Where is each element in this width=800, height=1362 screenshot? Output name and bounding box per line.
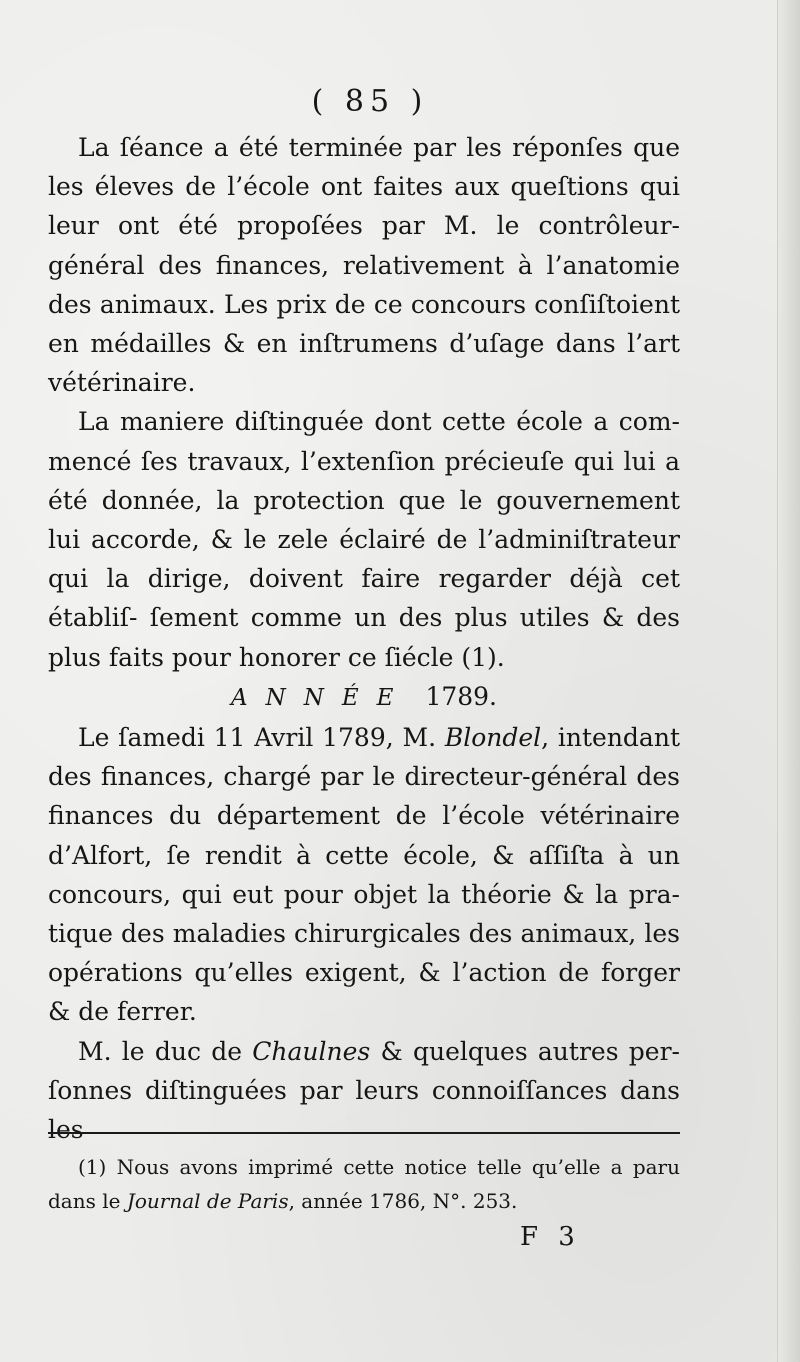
p3-line-6: tique des maladies chirurgicales des animaux, les: [48, 919, 680, 949]
p1-line-6: & en inſtrumens d’uſage dans l’art vétérinaire.: [48, 329, 680, 398]
year-heading-word: ANNÉE: [230, 684, 412, 711]
p3-before-name: Le ſamedi 11 Avril 1789, M.: [78, 723, 445, 753]
footnote-after-title: , année 1786, N°. 253.: [288, 1189, 518, 1213]
footnote-journal-title: Journal de Paris: [126, 1189, 289, 1213]
p4-line-2: ſonnes diſtinguées par leurs connoiſſances dans les: [48, 1075, 680, 1145]
p1-line-2: éleves de l’école ont faites aux queſtions qui leur: [48, 172, 680, 241]
p1-line-3: ont été propoſées par M. le contrôleur-général des: [48, 211, 681, 280]
paragraph-3: [48, 718, 680, 1032]
p3-line-3: finances du département de l’école vétérinaire: [48, 801, 680, 831]
p2-line-3: été donnée, la protection que le gouvernement: [48, 485, 680, 515]
p3-line-8: & de ferrer.: [48, 997, 197, 1027]
footnote-before-title: dans le: [48, 1189, 127, 1213]
p4-after-name: & quelques autres per-: [370, 1036, 680, 1066]
p3-line-5: concours, qui eut pour objet la théorie & la pra-: [48, 879, 680, 909]
footnote: [48, 1150, 680, 1218]
p4-before-name: M. le duc de: [78, 1036, 253, 1066]
p2-line-4: lui accorde, & le zele éclairé de l’adminiſtrateur qui: [48, 525, 680, 594]
p2-line-6: ſement comme un des plus utiles & des plus faits: [48, 603, 680, 672]
p2-line-2: mencé ſes travaux, l’extenſion précieuſe qui lui a: [48, 446, 680, 476]
p2-line-1: La maniere diſtinguée dont cette école a com-: [78, 407, 680, 437]
year-heading-year: 1789.: [425, 681, 498, 711]
body-text: [48, 128, 680, 1149]
p4-name-chaulnes: Chaulnes: [252, 1036, 371, 1066]
p3-line-7: opérations qu’elles exigent, & l’action de forger: [48, 958, 680, 988]
p1-line-1: La ſéance a été terminée par les réponſes que les: [48, 133, 680, 202]
footnote-rule: [48, 1132, 680, 1134]
p3-after-name: , intendant: [541, 723, 680, 753]
page-number: ( 85 ): [311, 84, 429, 119]
signature-mark: F 3: [520, 1222, 581, 1252]
p3-line-2: des finances, chargé par le directeur-général des: [48, 762, 680, 792]
p3-name-blondel: Blondel: [444, 723, 542, 753]
p1-line-5: Les prix de ce concours conſiſtoient en médailles: [48, 289, 680, 359]
paragraph-1: [48, 128, 680, 402]
p2-line-7: pour honorer ce ſiécle (1).: [171, 642, 505, 672]
footnote-text: [48, 1150, 680, 1218]
p3-line-4: d’Alfort, ſe rendit à cette école, & aſſiſta à un: [48, 840, 680, 870]
page-edge: [777, 0, 800, 1362]
p1-line-4: finances, relativement à l’anatomie des animaux.: [48, 250, 681, 319]
footnote-line-1: (1) Nous avons imprimé cette notice telle qu’elle a paru: [78, 1155, 680, 1179]
year-heading: [48, 677, 680, 718]
p2-line-5: la dirige, doivent faire regarder déjà cet établiſ-: [48, 564, 681, 633]
paragraph-2: [48, 402, 680, 676]
